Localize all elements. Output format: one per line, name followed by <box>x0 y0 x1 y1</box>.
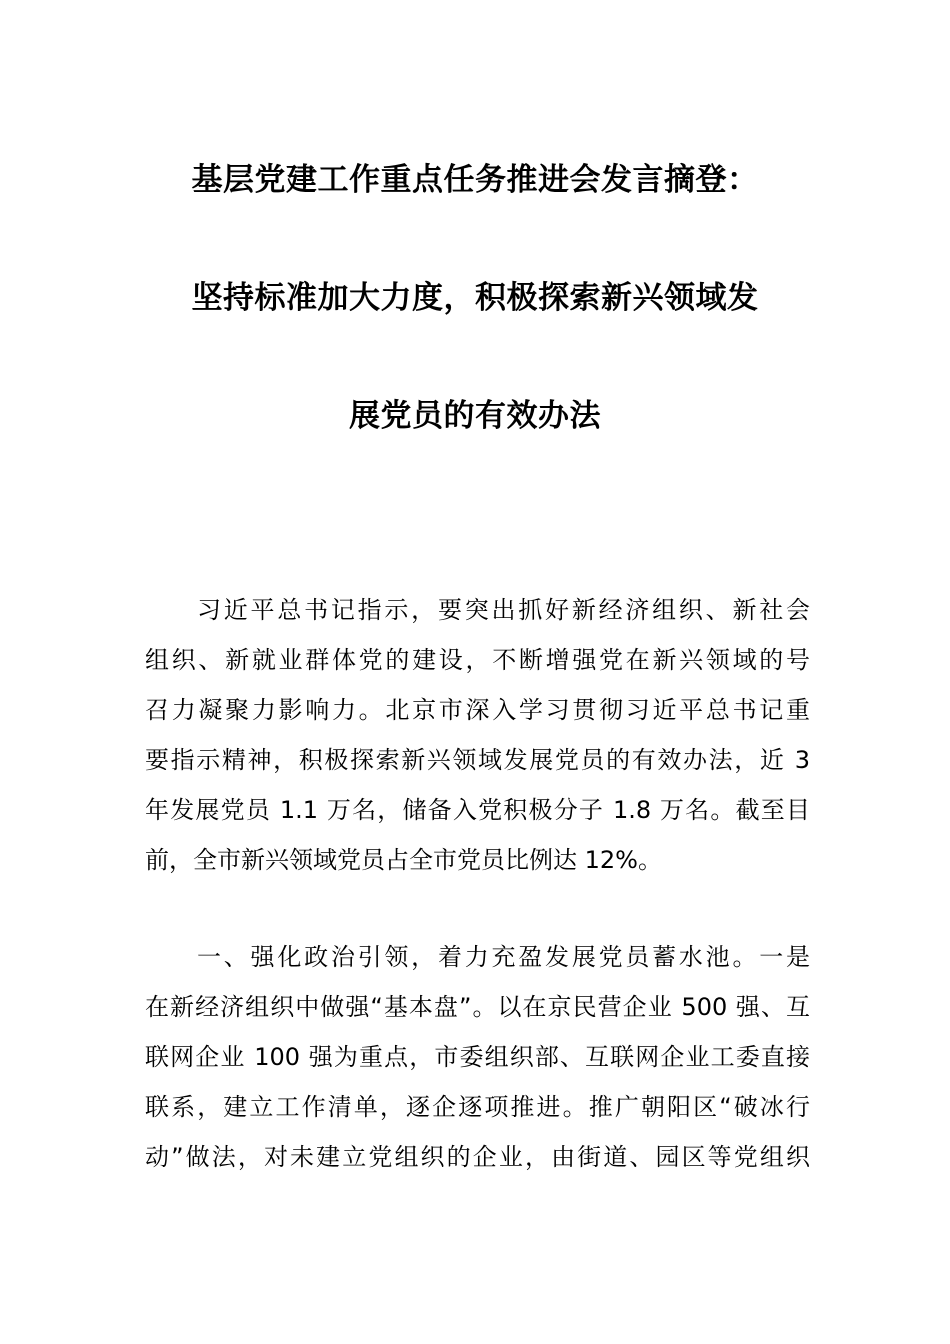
paragraph-line: 组织、新就业群体党的建设，不断增强党在新兴领域的号 <box>145 646 810 674</box>
paragraph-line: 前，全市新兴领域党员占全市党员比例达 12%。 <box>145 846 662 874</box>
document-title-line-1: 基层党建工作重点任务推进会发言摘登： <box>191 162 759 198</box>
document-title-line-2: 坚持标准加大力度，积极探索新兴领域发 <box>191 280 759 316</box>
paragraph-line: 联网企业 100 强为重点，市委组织部、互联网企业工委直接 <box>145 1043 810 1071</box>
document-title-line-3: 展党员的有效办法 <box>349 398 601 434</box>
paragraph-section-one <box>145 932 810 1182</box>
paragraph-line: 召力凝聚力影响力。北京市深入学习贯彻习近平总书记重 <box>145 696 810 724</box>
paragraph-line: 年发展党员 1.1 万名，储备入党积极分子 1.8 万名。截至目 <box>145 796 810 824</box>
paragraph-line: 习近平总书记指示，要突出抓好新经济组织、新社会 <box>197 596 810 624</box>
paragraph-line: 联系，建立工作清单，逐企逐项推进。推广朝阳区“破冰行 <box>145 1093 810 1121</box>
paragraph-line: 在新经济组织中做强“基本盘”。以在京民营企业 500 强、互 <box>145 993 810 1021</box>
paragraph-line: 要指示精神，积极探索新兴领域发展党员的有效办法，近 3 <box>145 746 810 774</box>
paragraph-line: 动”做法，对未建立党组织的企业，由街道、园区等党组织 <box>145 1143 810 1171</box>
paragraph-line: 一、强化政治引领，着力充盈发展党员蓄水池。一是 <box>197 943 810 971</box>
paragraph-intro <box>145 585 810 885</box>
